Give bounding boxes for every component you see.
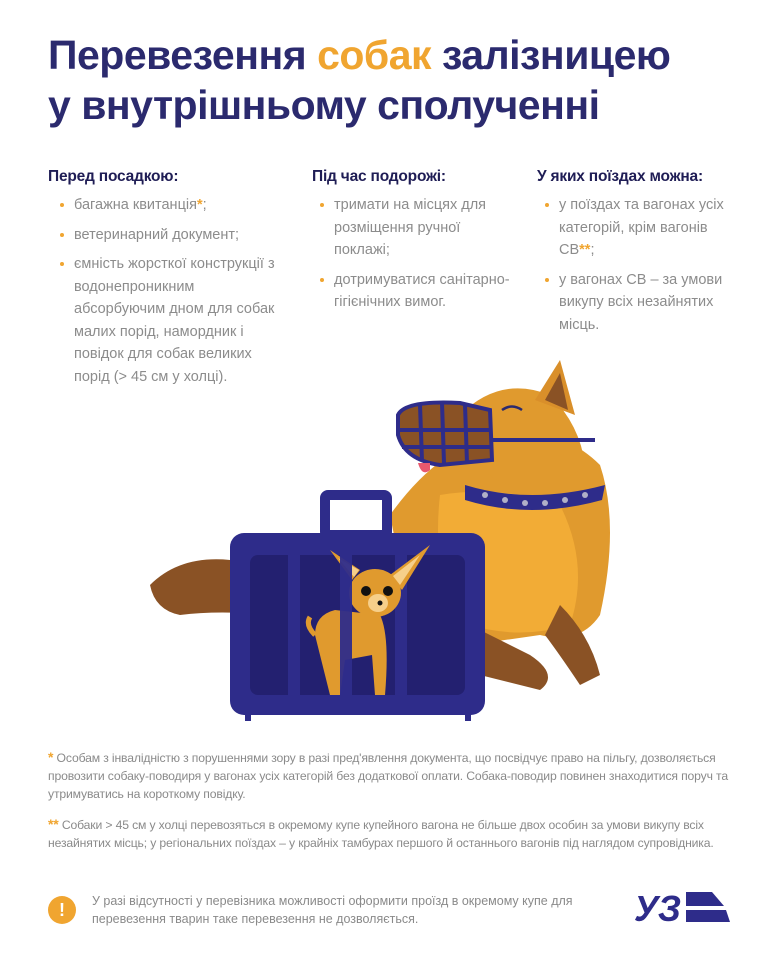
during-trip-section [312, 168, 512, 321]
allowed-trains-section [537, 168, 747, 343]
section-heading: Під час подорожі: [312, 168, 446, 185]
title-part1: Перевезення [48, 32, 318, 78]
list-item: дотримуватися санітарно-гігієнічних вимог. [320, 269, 512, 314]
list-item: ветеринарний документ; [60, 224, 278, 247]
footnote-guide-dog: * Особам з інвалідністю з порушеннями зору в разі пред'явлення документа, що посвідчує право на пільгу, дозволяється провозити собаку-поводиря у вагонах усіх категорій без додаткової оплати. Собака-поводир повинен знаходитися поруч та утримуватись на короткому повідку. [48, 749, 728, 801]
list-item: тримати на місцях для розміщення ручної поклажі; [320, 194, 512, 262]
bullet-icon [60, 233, 64, 237]
list-item: у вагонах СВ – за умови викупу всіх незайнятих місць. [545, 269, 747, 337]
page-title [48, 30, 748, 130]
bullet-icon [60, 203, 64, 207]
footnotes [48, 748, 728, 864]
footnote-large-dogs: ** Собаки > 45 см у холці перевозяться в окремому купе купейного вагона не більше двох особин за умови викупу всіх незайнятих місць; у регіональних поїздах – у крайніх тамбурах першого й останнього вагонів під наглядом супровідника. [48, 816, 714, 850]
bullet-icon [60, 262, 64, 266]
title-part2: залізницею [431, 32, 671, 78]
bullet-icon [545, 278, 549, 282]
exclamation-icon: ! [48, 896, 76, 924]
warning-text: У разі відсутності у перевізника можливості оформити проїзд в окремому купе для перевезення тварин таке перевезення не дозволяється. [92, 894, 573, 926]
section-heading: Перед посадкою: [48, 168, 179, 185]
bullet-icon [320, 203, 324, 207]
dogs-illustration [140, 355, 620, 725]
bullet-icon [545, 203, 549, 207]
uz-logo [634, 888, 730, 928]
list-item: у поїздах та вагонах усіх категорій, крім вагонів СВ**; [545, 194, 747, 262]
requirements-list [320, 194, 512, 314]
section-heading: У яких поїздах можна: [537, 168, 703, 185]
bullet-icon [320, 278, 324, 282]
svg-text:УЗ: УЗ [634, 888, 682, 928]
requirements-list [545, 194, 747, 336]
warning-notice [48, 892, 608, 928]
title-accent-word: собак [317, 32, 432, 78]
list-item: ємність жорсткої конструкції з водонепроникним абсорбуючим дном для собак малих порід, намордник і повідок для собак великих порід (> 45 см у холці). [60, 253, 278, 388]
list-item: багажна квитанція*; [60, 194, 278, 217]
title-line2: у внутрішньому сполученні [48, 82, 600, 128]
